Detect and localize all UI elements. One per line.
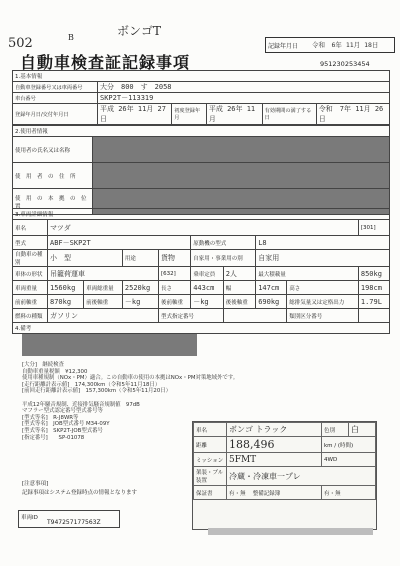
- height-label: 高さ: [287, 281, 359, 295]
- sticker-code-value: 白: [349, 423, 376, 437]
- first-year-value: 平成 26年 11月: [206, 104, 262, 125]
- issue-date-box: [265, 37, 395, 53]
- width-value: 147cm: [256, 281, 287, 295]
- first-year-label: 初度登録年月: [172, 104, 207, 125]
- maker-label: 車名: [13, 220, 48, 236]
- shape-label: 車体の形状: [13, 267, 48, 281]
- type-label: 型式: [13, 236, 48, 250]
- max-load-label: 最大積載量: [256, 267, 359, 281]
- sticker-name-value: ボンゴ トラック: [227, 423, 322, 437]
- handwritten-name: ボンゴT: [117, 24, 162, 38]
- sticker-mission-label: ミッション: [194, 453, 227, 467]
- document-number: 951230253454: [320, 60, 370, 68]
- weight-value: 1560kg: [48, 281, 84, 295]
- rear2-axle-value: 690kg: [256, 295, 287, 309]
- issue-date-label: 記録年月日: [268, 43, 299, 50]
- class-number-value: [358, 309, 389, 323]
- front2-axle-label: 前後軸重: [84, 295, 123, 309]
- maker-value: マツダ: [48, 220, 359, 236]
- sticker-footer-band: [208, 528, 373, 535]
- sticker-record-options: 有・無: [322, 486, 376, 500]
- sticker-dist-label: 距離: [194, 437, 227, 453]
- chassis-value: SKP2T－113319: [98, 93, 390, 104]
- user-address-redacted: [93, 163, 390, 189]
- class-number-label: 類別区分番号: [287, 309, 359, 323]
- sticker-warranty-label: 保証書: [194, 486, 227, 500]
- remarks-redacted: [22, 334, 197, 356]
- capacity-label: 乗車定員: [191, 267, 223, 281]
- fuel-value: ガソリン: [48, 309, 159, 323]
- rear2-axle-label: 後後軸重: [223, 295, 256, 309]
- expiry-value: 令和 7年 11月 26日: [316, 104, 389, 125]
- base-location-label: 使 用 の 本 拠 の 位 置: [13, 189, 93, 215]
- length-label: 長さ: [159, 281, 191, 295]
- section2-header: 2.使用者情報: [13, 126, 390, 137]
- sticker-name-label: 車名: [194, 423, 227, 437]
- cert-number-value: [223, 309, 287, 323]
- front-axle-value: 870kg: [48, 295, 84, 309]
- first-reg-label: 登録年月日/交付年月日: [13, 104, 98, 125]
- fuel-label: 燃料の種類: [13, 309, 48, 323]
- user-address-label: 使 用 者 の 住 所: [13, 163, 93, 189]
- front-axle-label: 前前軸重: [13, 295, 48, 309]
- corner-letter: B: [68, 33, 74, 42]
- kind-label: 自動車の種別: [13, 250, 48, 267]
- cert-number-label: 型式指定番号: [159, 309, 224, 323]
- displacement-label: 総排気量又は定格出力: [287, 295, 359, 309]
- sticker-code-label: 色別: [322, 423, 349, 437]
- reg-value: 大分 800 す 2058: [98, 82, 390, 93]
- front2-axle-value: －kg: [122, 295, 158, 309]
- vehicle-id-label: 車両ID: [21, 515, 38, 521]
- sticker-warranty-yes: 有: [229, 490, 235, 497]
- gross-value: 2520kg: [122, 281, 158, 295]
- sticker-drive-value: 4WD: [322, 453, 376, 467]
- vehicle-id-box: [18, 510, 120, 528]
- corner-number: 502: [8, 36, 33, 51]
- sticker-record-no: 無: [335, 490, 341, 497]
- vehicle-id-value: T947257177563Z: [47, 519, 101, 526]
- document-title: 自動車検査証記録事項: [20, 53, 191, 72]
- type-value: ABF－SKP2T: [48, 236, 191, 250]
- length-value: 443cm: [191, 281, 223, 295]
- shape-code: [632]: [159, 267, 191, 281]
- use-value: 貨物: [159, 250, 191, 267]
- gross-label: 車両総重量: [84, 281, 123, 295]
- sticker-record-label: 整備記録簿: [252, 490, 281, 497]
- rear-axle-value: －kg: [191, 295, 223, 309]
- vehicle-detail-table: [12, 208, 390, 334]
- displacement-value: 1.79L: [358, 295, 389, 309]
- first-reg-value: 平成 26年 11月 27日: [98, 104, 172, 125]
- self-use-value: 自家用: [256, 250, 390, 267]
- self-use-label: 自家用・事業用の別: [191, 250, 256, 267]
- sticker-equip-label: 架装・ブル装置: [194, 467, 227, 486]
- user-name-label: 使用者の氏名又は名称: [13, 137, 93, 163]
- dealer-sticker: [192, 421, 377, 530]
- sticker-record-yes: 有: [324, 490, 330, 497]
- sticker-mission-value: 5FMT: [227, 453, 322, 467]
- section4-header: 4.備考: [13, 323, 390, 334]
- weight-label: 車両重量: [13, 281, 48, 295]
- height-value: 198cm: [358, 281, 389, 295]
- notes-label: [注意事項]: [22, 481, 49, 487]
- kind-value: 小 型: [48, 250, 123, 267]
- max-load-value: 850kg: [358, 267, 389, 281]
- remarks-text: [大分] 継続検査 自動車重量税額 ¥12,300 使用車種規制（NOx・PM）適合。この自動車の使用の本拠はNOx・PM対策地域外です。 [走行距離計表示値] 174,300km（令和5年11月18日） [前回走行距離計表示値] 157,300km（令和5年11月20日） 平成12年騒音規制、近接排気騒音規制値 97dB マフラー型式認定番号型式番号等 [型式等名] R-J8WR等 [型式等名] JOB型式番号 M34-09Y [型式等名] SKP2T-JOB型式番号 [指定番号] SP-01078: [22, 362, 239, 441]
- chassis-label: 車台番号: [13, 93, 98, 104]
- sticker-warranty-no: 無: [240, 490, 246, 497]
- width-label: 幅: [223, 281, 256, 295]
- user-name-redacted: [93, 137, 390, 163]
- engine-label: 原動機の型式: [191, 236, 256, 250]
- sticker-dist-unit: km / (時間): [322, 437, 376, 453]
- capacity-value: 2人: [223, 267, 256, 281]
- section3-header: 3.車両詳細情報: [13, 209, 390, 220]
- rear-axle-label: 後前軸重: [159, 295, 191, 309]
- user-info-table: [12, 125, 390, 215]
- issue-date-value: 令和 6年 11月 18日: [312, 41, 379, 49]
- sticker-equip-value: 冷蔵・冷凍車一プレ: [227, 467, 376, 486]
- maker-code: [301]: [358, 220, 389, 236]
- section1-header: 1.基本情報: [13, 71, 390, 82]
- use-label: 用途: [122, 250, 158, 267]
- basic-info-table: [12, 70, 390, 125]
- engine-value: L8: [256, 236, 390, 250]
- notes-block: [22, 480, 137, 498]
- sticker-warranty-options: 有・無 整備記録簿: [227, 486, 322, 500]
- notes-text: 記録事項はシステム登録時点の情報となります: [22, 490, 137, 496]
- sticker-dist-value: 188,496: [227, 437, 322, 453]
- reg-label: 自動車登録番号又は車両番号: [13, 82, 98, 93]
- expiry-label: 有効期間の満了する日: [262, 104, 316, 125]
- shape-value: 吊籠荷運車: [48, 267, 159, 281]
